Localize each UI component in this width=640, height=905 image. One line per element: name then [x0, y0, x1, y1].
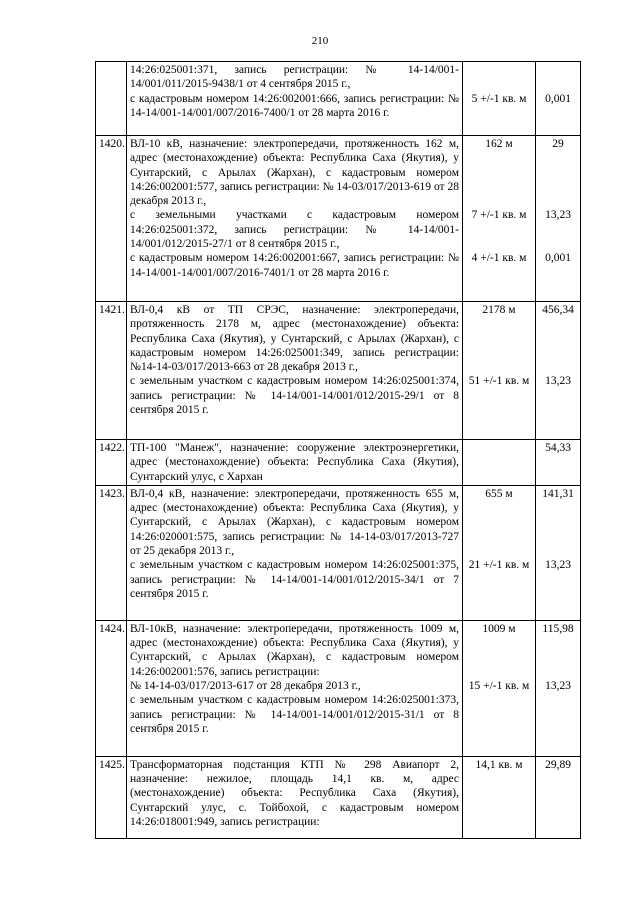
- area-text: 4 +/-1 кв. м: [471, 252, 527, 265]
- row-area: [463, 302, 536, 440]
- description-text: ВЛ-0,4 кВ от ТП СРЭС, назначение: электропередачи, протяженность 2178 м, адрес (местонахождение) объекта: Республика Саха (Якутия), у Сунтарский, с Арылах (Жархан), с кадастровым номером 14:26:025001:349, запись регистрации: №14-14-03/017/2013-663 от 28 декабря 2013 г.,: [130, 304, 459, 374]
- area-text: 14,1 кв. м: [475, 758, 523, 771]
- area-text: 15 +/-1 кв. м: [468, 680, 530, 693]
- row-value: [536, 440, 581, 486]
- row-description: [127, 485, 463, 620]
- row-description: [127, 136, 463, 302]
- description-text: ТП-100 "Манеж", назначение: сооружение электроэнергетики, адрес (местонахождение) объекта: Республика Саха (Якутия), Сунтарский улус, с Хархан: [130, 442, 459, 483]
- value-text: 0,001: [545, 92, 571, 105]
- row-number: 1421.: [96, 302, 127, 440]
- value-text: 29,89: [545, 758, 571, 771]
- row-value: [536, 485, 581, 620]
- row-area: [463, 485, 536, 620]
- row-area: [463, 136, 536, 302]
- row-area: [463, 756, 536, 838]
- description-text: с земельным участком с кадастровым номером 14:26:025001:375, запись регистрации: № 14-14/001-14/001/012/2015-34/1 от 7 сентября 2015 г.: [130, 559, 459, 600]
- table-row: [96, 302, 581, 440]
- value-text: 13,23: [545, 209, 571, 222]
- row-value: [536, 302, 581, 440]
- description-text: № 14-14-03/017/2013-617 от 28 декабря 2013 г.,: [130, 680, 361, 693]
- value-text: 0,001: [545, 252, 571, 265]
- row-area: [463, 440, 536, 486]
- row-number: 1424.: [96, 620, 127, 756]
- row-value: [536, 756, 581, 838]
- value-text: 29: [552, 138, 564, 150]
- row-description: [127, 440, 463, 486]
- table-row: [96, 485, 581, 620]
- area-text: 21 +/-1 кв. м: [468, 559, 530, 572]
- row-number: [96, 62, 127, 136]
- page-number: 210: [311, 35, 329, 47]
- area-text: 5 +/-1 кв. м: [471, 92, 527, 105]
- row-area: [463, 62, 536, 136]
- row-description: [127, 62, 463, 136]
- property-register-table: [95, 61, 581, 839]
- value-text: 456,34: [542, 304, 574, 316]
- description-text: Трансформаторная подстанция КТП № 298 Авиапорт 2, назначение: нежилое, площадь 14,1 кв. м, адрес (местонахождение) объекта: Республика Саха (Якутия), Сунтарский улус, с. Тойбохой, с кадастровым номером 14:26:018001:949, запись регистрации:: [130, 758, 459, 829]
- description-text: ВЛ-10 кВ, назначение: электропередачи, протяженность 162 м, адрес (местонахождение) объекта: Республика Саха (Якутия), у Сунтарский, с Арылах (Жархан), с кадастровым номером 14:26:002001:577, запись регистрации: № 14-03/017/2013-619 от 28 декабря 2013 г.,: [130, 138, 459, 208]
- description-text: 14:26:025001:371, запись регистрации: № 14-14/001-14/001/011/2015-9438/1 от 4 сентября 2015 г.,: [130, 64, 459, 91]
- value-text: 13,23: [545, 680, 571, 693]
- row-description: [127, 302, 463, 440]
- description-text: с кадастровым номером 14:26:002001:666, запись регистрации: № 14-14/001-14/001/007/2016-7400/1 от 28 марта 2016 г.: [130, 92, 459, 119]
- row-number: 1422.: [96, 440, 127, 486]
- table-row: [96, 440, 581, 486]
- area-text: 655 м: [485, 487, 513, 500]
- value-text: 141,31: [542, 487, 574, 500]
- table-row: [96, 756, 581, 838]
- row-description: [127, 756, 463, 838]
- description-text: с земельным участком с кадастровым номером 14:26:025001:374, запись регистрации: № 14-14/001-14/001/012/2015-29/1 от 8 сентября 2015 г.: [130, 375, 459, 417]
- description-text: с кадастровым номером 14:26:002001:667, запись регистрации: № 14-14/001-14/001/007/2016-7401/1 от 28 марта 2016 г.: [130, 252, 459, 279]
- table-row: [96, 136, 581, 302]
- row-number: 1425.: [96, 756, 127, 838]
- row-number: 1423.: [96, 485, 127, 620]
- value-text: 115,98: [542, 622, 574, 635]
- row-value: [536, 62, 581, 136]
- value-text: 13,23: [545, 375, 571, 388]
- table-row: [96, 620, 581, 756]
- row-area: [463, 620, 536, 756]
- row-value: [536, 620, 581, 756]
- description-text: ВЛ-10кВ, назначение: электропередачи, протяженность 1009 м, адрес (местонахождение) объекта: Республика Саха (Якутия), у Сунтарский, с Арылах (Жархан), с кадастровым номером 14:26:002001:576, запись регистрации:: [130, 622, 459, 678]
- value-text: 13,23: [545, 559, 571, 572]
- table-row: [96, 62, 581, 136]
- row-value: [536, 136, 581, 302]
- area-text: 2178 м: [482, 304, 516, 316]
- row-description: [127, 620, 463, 756]
- area-text: 1009 м: [482, 622, 516, 635]
- row-number: 1420.: [96, 136, 127, 302]
- area-text: 51 +/-1 кв. м: [468, 375, 530, 388]
- description-text: с земельными участками с кадастровым номером 14:26:025001:372, запись регистрации: № 14-14/001-14/001/012/2015-27/1 от 8 сентября 2015 г.,: [130, 209, 459, 251]
- area-text: 162 м: [485, 138, 513, 150]
- value-text: 54,33: [545, 442, 571, 454]
- area-text: 7 +/-1 кв. м: [471, 209, 527, 222]
- description-text: ВЛ-0,4 кВ, назначение: электропередачи, протяженность 655 м, адрес (местонахождение) объекта: Республика Саха (Якутия), у Сунтарский, с Арылах (Жархан), с кадастровым номером 14:26:020001:575, запись регистрации: № 14-14-03/017/2013-727 от 25 декабря 2013 г.,: [130, 487, 459, 558]
- description-text: с земельным участком с кадастровым номером 14:26:025001:373, запись регистрации: № 14-14/001-14/001/012/2015-31/1 от 8 сентября 2015 г.: [130, 694, 459, 735]
